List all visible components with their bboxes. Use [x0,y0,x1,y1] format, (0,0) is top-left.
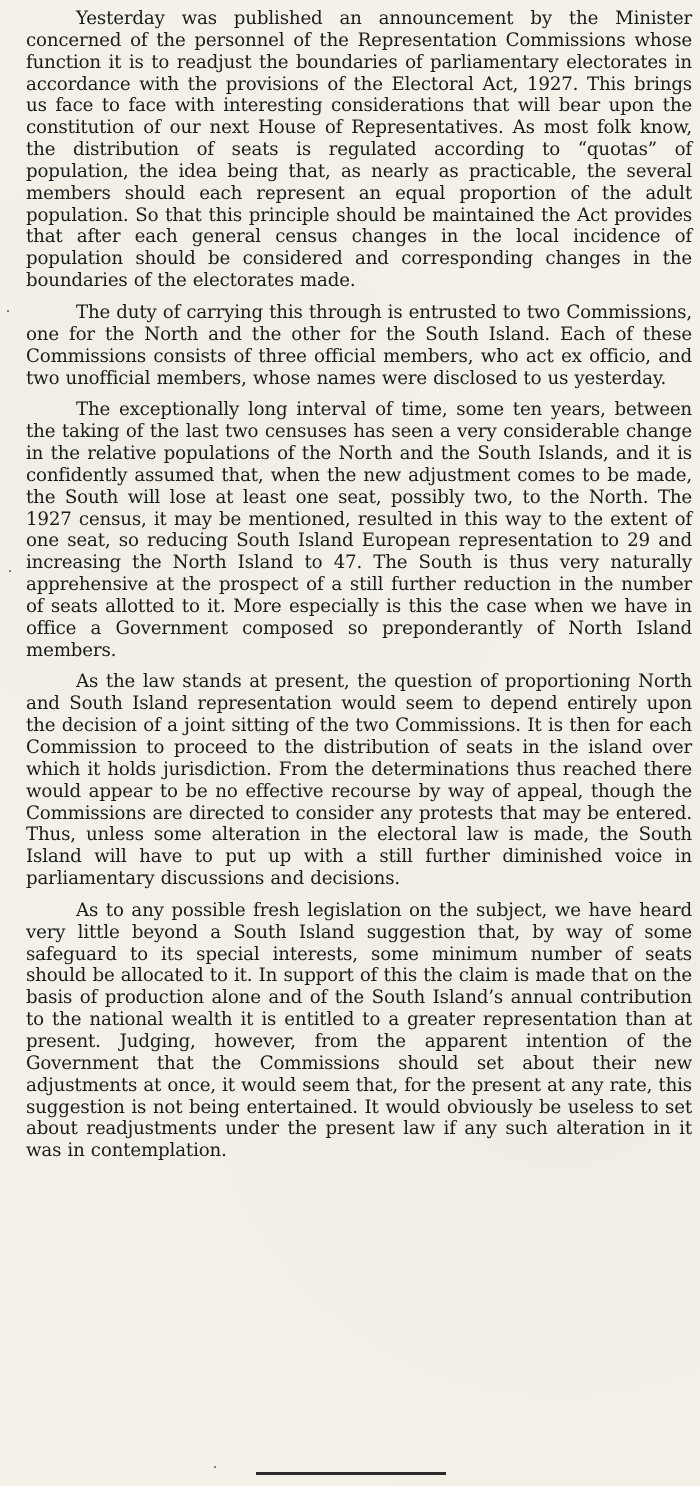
article-end-rule [256,1472,446,1475]
article-paragraph-5: As to any possible fresh legislation on the subject, we have heard very little beyond a South Island suggestion that, by way of some safeguard to its special interests, some minimum number of seats should be allocated to it. In support of this the claim is made that on the basis of production alone and of the South Island’s annual contribution to the national wealth it is entitled to a greater representation than at present. Judging, however, from the apparent intention of the Government that the Commissions should set about their new adjustments at once, it would seem that, for the present at any rate, this suggestion is not being entertained. It would obviously be useless to set about readjustments under the present law if any such alteration in it was in contemplation. [26,899,692,1162]
print-speck [9,570,11,572]
article-paragraph-4: As the law stands at present, the question of proportioning North and South Island representation would seem to depend entirely upon the decision of a joint sitting of the two Commissions. It is then for each Commission to proceed to the distribution of seats in the island over which it holds jurisdiction. From the determinations thus reached there would appear to be no effective recourse by way of appeal, though the Commissions are directed to consider any protests that may be entered. Thus, unless some alteration in the electoral law is made, the South Island will have to put up with a still further diminished voice in parliamentary discussions and decisions. [26,671,692,890]
editorial-article [26,8,692,1162]
article-paragraph-1: Yesterday was published an announcement by the Minister concerned of the personnel of the Representation Commissions whose function it is to readjust the boundaries of parliamentary electorates in accordance with the provisions of the Electoral Act, 1927. This brings us face to face with interesting considerations that will bear upon the constitution of our next House of Representatives. As most folk know, the distribution of seats is regulated according to “quotas” of population, the idea being that, as nearly as practicable, the several members should each represent an equal proportion of the adult population. So that this principle should be maintained the Act provides that after each general census changes in the local incidence of population should be considered and corresponding changes in the boundaries of the electorates made. [26,8,692,292]
article-paragraph-2: The duty of carrying this through is entrusted to two Commissions, one for the North and the other for the South Island. Each of these Commissions consists of three official members, who act ex officio, and two unofficial members, whose names were disclosed to us yesterday. [26,301,692,389]
print-speck [214,1466,216,1468]
article-paragraph-3: The exceptionally long interval of time, some ten years, between the taking of the last two censuses has seen a very considerable change in the relative populations of the North and the South Islands, and it is confidently assumed that, when the new adjustment comes to be made, the South will lose at least one seat, possibly two, to the North. The 1927 census, it may be mentioned, resulted in this way to the extent of one seat, so reducing South Island European representation to 29 and increasing the North Island to 47. The South is thus very naturally apprehensive at the prospect of a still further reduction in the number of seats allotted to it. More especially is this the case when we have in office a Government composed so preponderantly of North Island members. [26,399,692,661]
print-speck [7,310,9,312]
